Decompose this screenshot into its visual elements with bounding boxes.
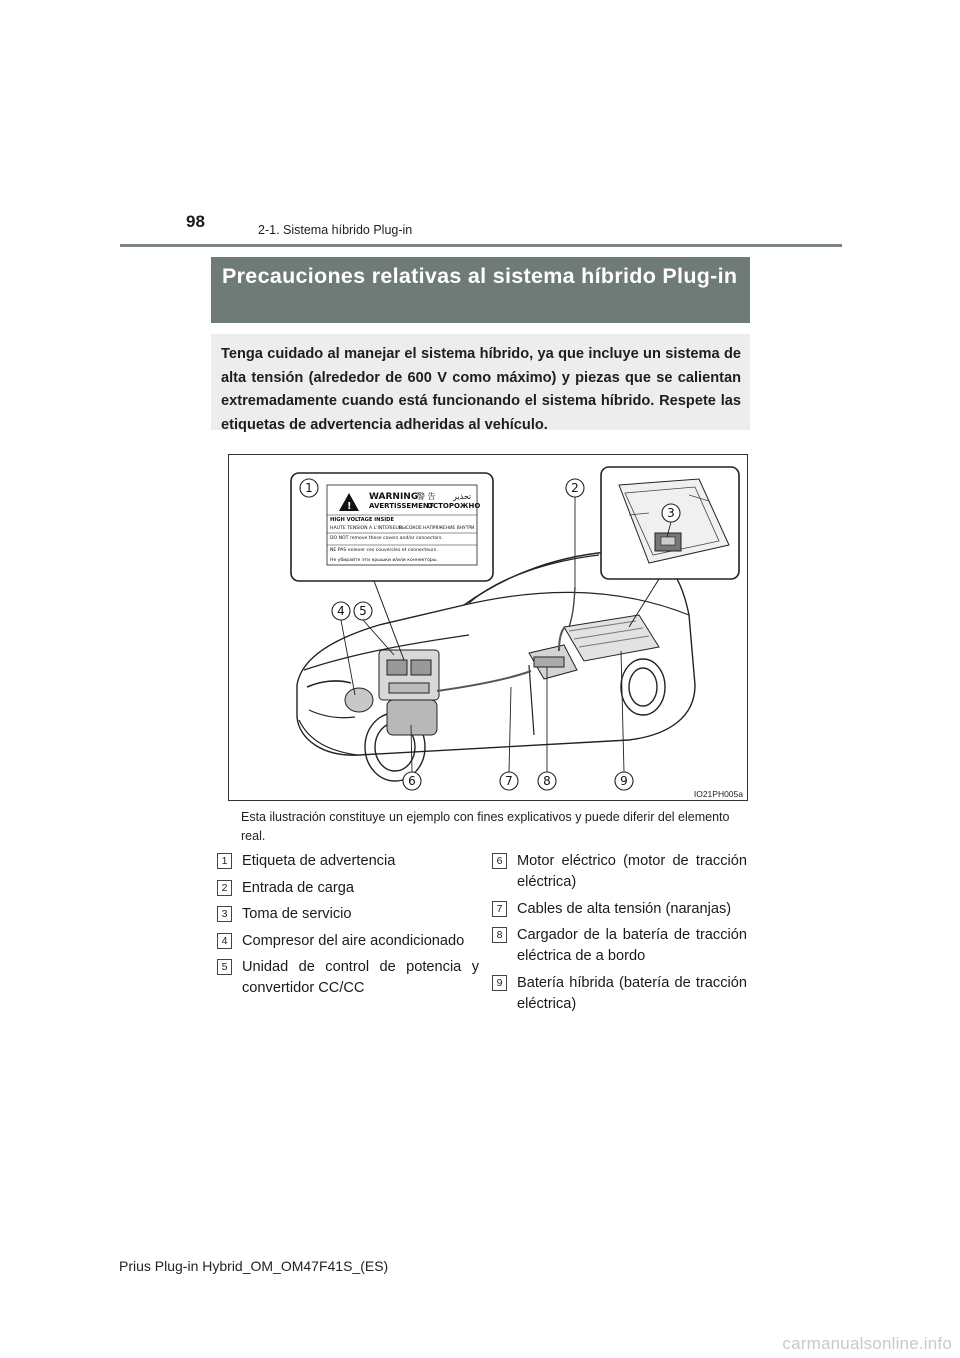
item-text: Compresor del aire acondicionado <box>242 932 465 949</box>
item-badge: 7 <box>492 901 507 917</box>
item-text: Unidad de control de potencia y convertidor CC/CC <box>242 959 479 996</box>
label-avertissement: AVERTISSEMENT <box>369 502 434 510</box>
rear-wheel <box>621 659 665 715</box>
item-text: Motor eléctrico (motor de tracción eléctrica) <box>517 853 747 890</box>
callout-5: 5 <box>359 604 367 618</box>
item-text: Cargador de la batería de tracción eléctrica de a bordo <box>517 927 747 964</box>
list-item <box>492 925 747 967</box>
item-text: Entrada de carga <box>242 879 354 896</box>
item-badge: 8 <box>492 927 507 943</box>
label-line3: HAUTE TENSION A L'INTERIEUR <box>330 526 402 531</box>
callout-7: 7 <box>505 774 513 788</box>
section-label: 2-1. Sistema híbrido Plug-in <box>258 223 413 237</box>
list-item <box>217 957 479 999</box>
list-item <box>217 878 479 899</box>
watermark: carmanualsonline.info <box>782 1334 952 1353</box>
label-jp: 警 告 <box>417 492 436 501</box>
callout-4: 4 <box>337 604 345 618</box>
label-line2: HIGH VOLTAGE INSIDE <box>330 517 394 523</box>
figure-caption: Esta ilustración constituye un ejemplo con fines explicativos y puede diferir del elemento real. <box>241 810 730 843</box>
electric-motor <box>387 700 437 735</box>
list-item <box>492 899 747 920</box>
front-bumper <box>299 720 357 755</box>
item-text: Cables de alta tensión (naranjas) <box>517 900 732 917</box>
hybrid-battery <box>564 615 659 661</box>
label-ru: ОСТОРОЖНО <box>427 502 481 510</box>
page-number: 98 <box>186 212 205 231</box>
image-code: IO21PH005a <box>693 789 743 799</box>
item-text: Toma de servicio <box>242 906 352 922</box>
list-item <box>217 851 479 872</box>
label-line3b: ВЫСОКОЕ НАПРЯЖЕНИЕ ВНУТРИ <box>399 526 475 531</box>
item-badge: 4 <box>217 933 232 949</box>
grille <box>309 710 355 718</box>
item-badge: 2 <box>217 880 232 896</box>
figure-frame <box>228 454 748 801</box>
item-badge: 6 <box>492 853 507 869</box>
headlight <box>307 681 351 687</box>
label-line4: DO NOT remove these covers and/or connectors. <box>330 536 443 541</box>
service-plug-inset <box>601 467 739 579</box>
vehicle-illustration <box>229 455 747 800</box>
ac-compressor <box>345 688 373 712</box>
callout-9: 9 <box>620 774 628 788</box>
onboard-charger <box>529 645 577 679</box>
callout-3: 3 <box>667 506 675 520</box>
car-door-line <box>529 665 534 735</box>
list-item <box>217 904 479 925</box>
list-item <box>492 851 747 893</box>
item-badge: 9 <box>492 975 507 991</box>
item-badge: 5 <box>217 959 232 975</box>
label-ar: تحذير <box>453 492 472 501</box>
list-item <box>217 931 479 952</box>
callout-6: 6 <box>408 774 416 788</box>
items-left <box>217 851 479 1005</box>
callout-2: 2 <box>571 481 579 495</box>
intro-text: Tenga cuidado al manejar el sistema híbrido, ya que incluye un sistema de alta tensión (alrededor de 600 V como máximo) y piezas que se calientan extremadamente cuando está funcionando el sistema híbrido. Respete las etiquetas de advertencia adheridas al vehículo. <box>211 334 750 430</box>
label-line5: NE PAS enlever ces couvercles et connecteurs. <box>330 548 438 553</box>
svg-text:!: ! <box>347 501 352 512</box>
item-text: Batería híbrida (batería de tracción eléctrica) <box>517 974 747 1012</box>
footer-doc-id: Prius Plug-in Hybrid_OM_OM47F41S_(ES) <box>119 1258 389 1274</box>
label-warning: WARNING <box>369 492 419 502</box>
item-badge: 1 <box>217 853 232 869</box>
item-text: Etiqueta de advertencia <box>242 853 396 869</box>
item-badge: 3 <box>217 906 232 922</box>
items-right <box>492 851 747 1020</box>
callout-8: 8 <box>543 774 551 788</box>
warning-label-inset <box>291 473 493 581</box>
label-line6: Не убирайте эти крышки и/или коннекторы. <box>330 558 438 563</box>
callout-1: 1 <box>305 481 313 495</box>
section-title: Precauciones relativas al sistema híbrido Plug-in <box>211 257 750 323</box>
power-control-unit <box>379 650 439 700</box>
list-item <box>492 973 747 1015</box>
car-roofline <box>464 592 689 615</box>
header-rule <box>120 244 842 247</box>
